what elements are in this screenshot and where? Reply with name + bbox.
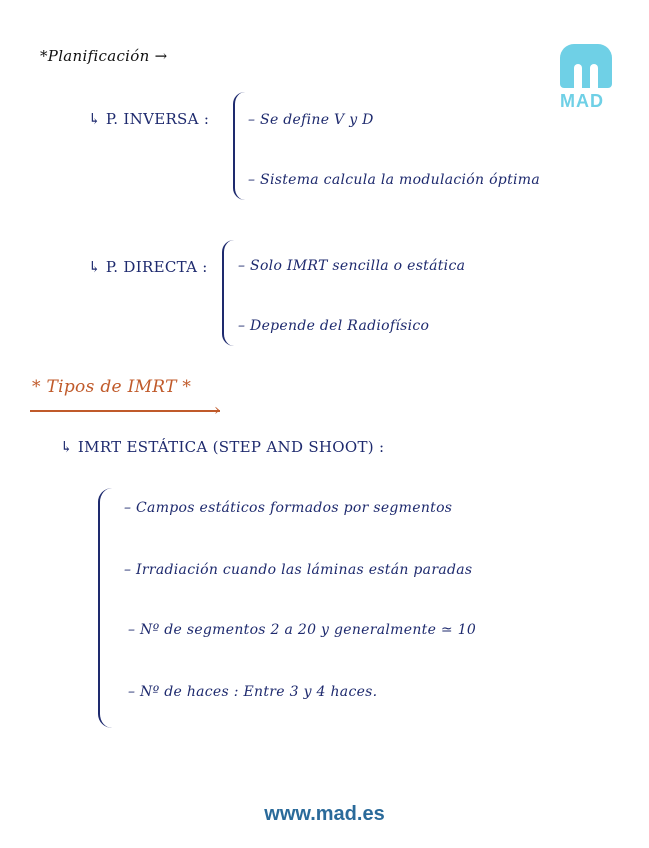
estatica-item-2: – Irradiación cuando las láminas están paradas: [124, 562, 473, 578]
estatica-item-3: – Nº de segmentos 2 a 20 y generalmente ≃ 10: [128, 622, 477, 638]
footer-url: www.mad.es: [264, 803, 385, 825]
mad-logo-icon: [560, 44, 612, 88]
directa-label: ↳ P. DIRECTA :: [88, 258, 208, 276]
directa-brace: [222, 240, 234, 346]
arrow-head-icon: ›: [214, 400, 221, 419]
inversa-item-1: – Se define V y D: [248, 112, 374, 128]
planificacion-heading: *Planificación →: [40, 47, 168, 65]
directa-item-2: – Depende del Radiofísico: [238, 318, 430, 334]
mad-logo-text: MAD: [560, 91, 604, 111]
inversa-label: ↳ P. INVERSA :: [88, 110, 210, 128]
estatica-brace: [98, 488, 112, 728]
estatica-item-4: – Nº de haces : Entre 3 y 4 haces.: [128, 684, 378, 700]
inversa-item-2: – Sistema calcula la modulación óptima: [248, 172, 540, 188]
estatica-item-1: – Campos estáticos formados por segmentos: [124, 500, 453, 516]
estatica-label: ↳ IMRT ESTÁTICA (STEP AND SHOOT) :: [60, 438, 385, 456]
mad-logo: [560, 44, 612, 112]
tipos-heading: * Tipos de IMRT *: [32, 377, 192, 397]
inversa-brace: [233, 92, 245, 200]
directa-item-1: – Solo IMRT sencilla o estática: [238, 258, 466, 274]
tipos-underline-arrow: [30, 410, 220, 412]
